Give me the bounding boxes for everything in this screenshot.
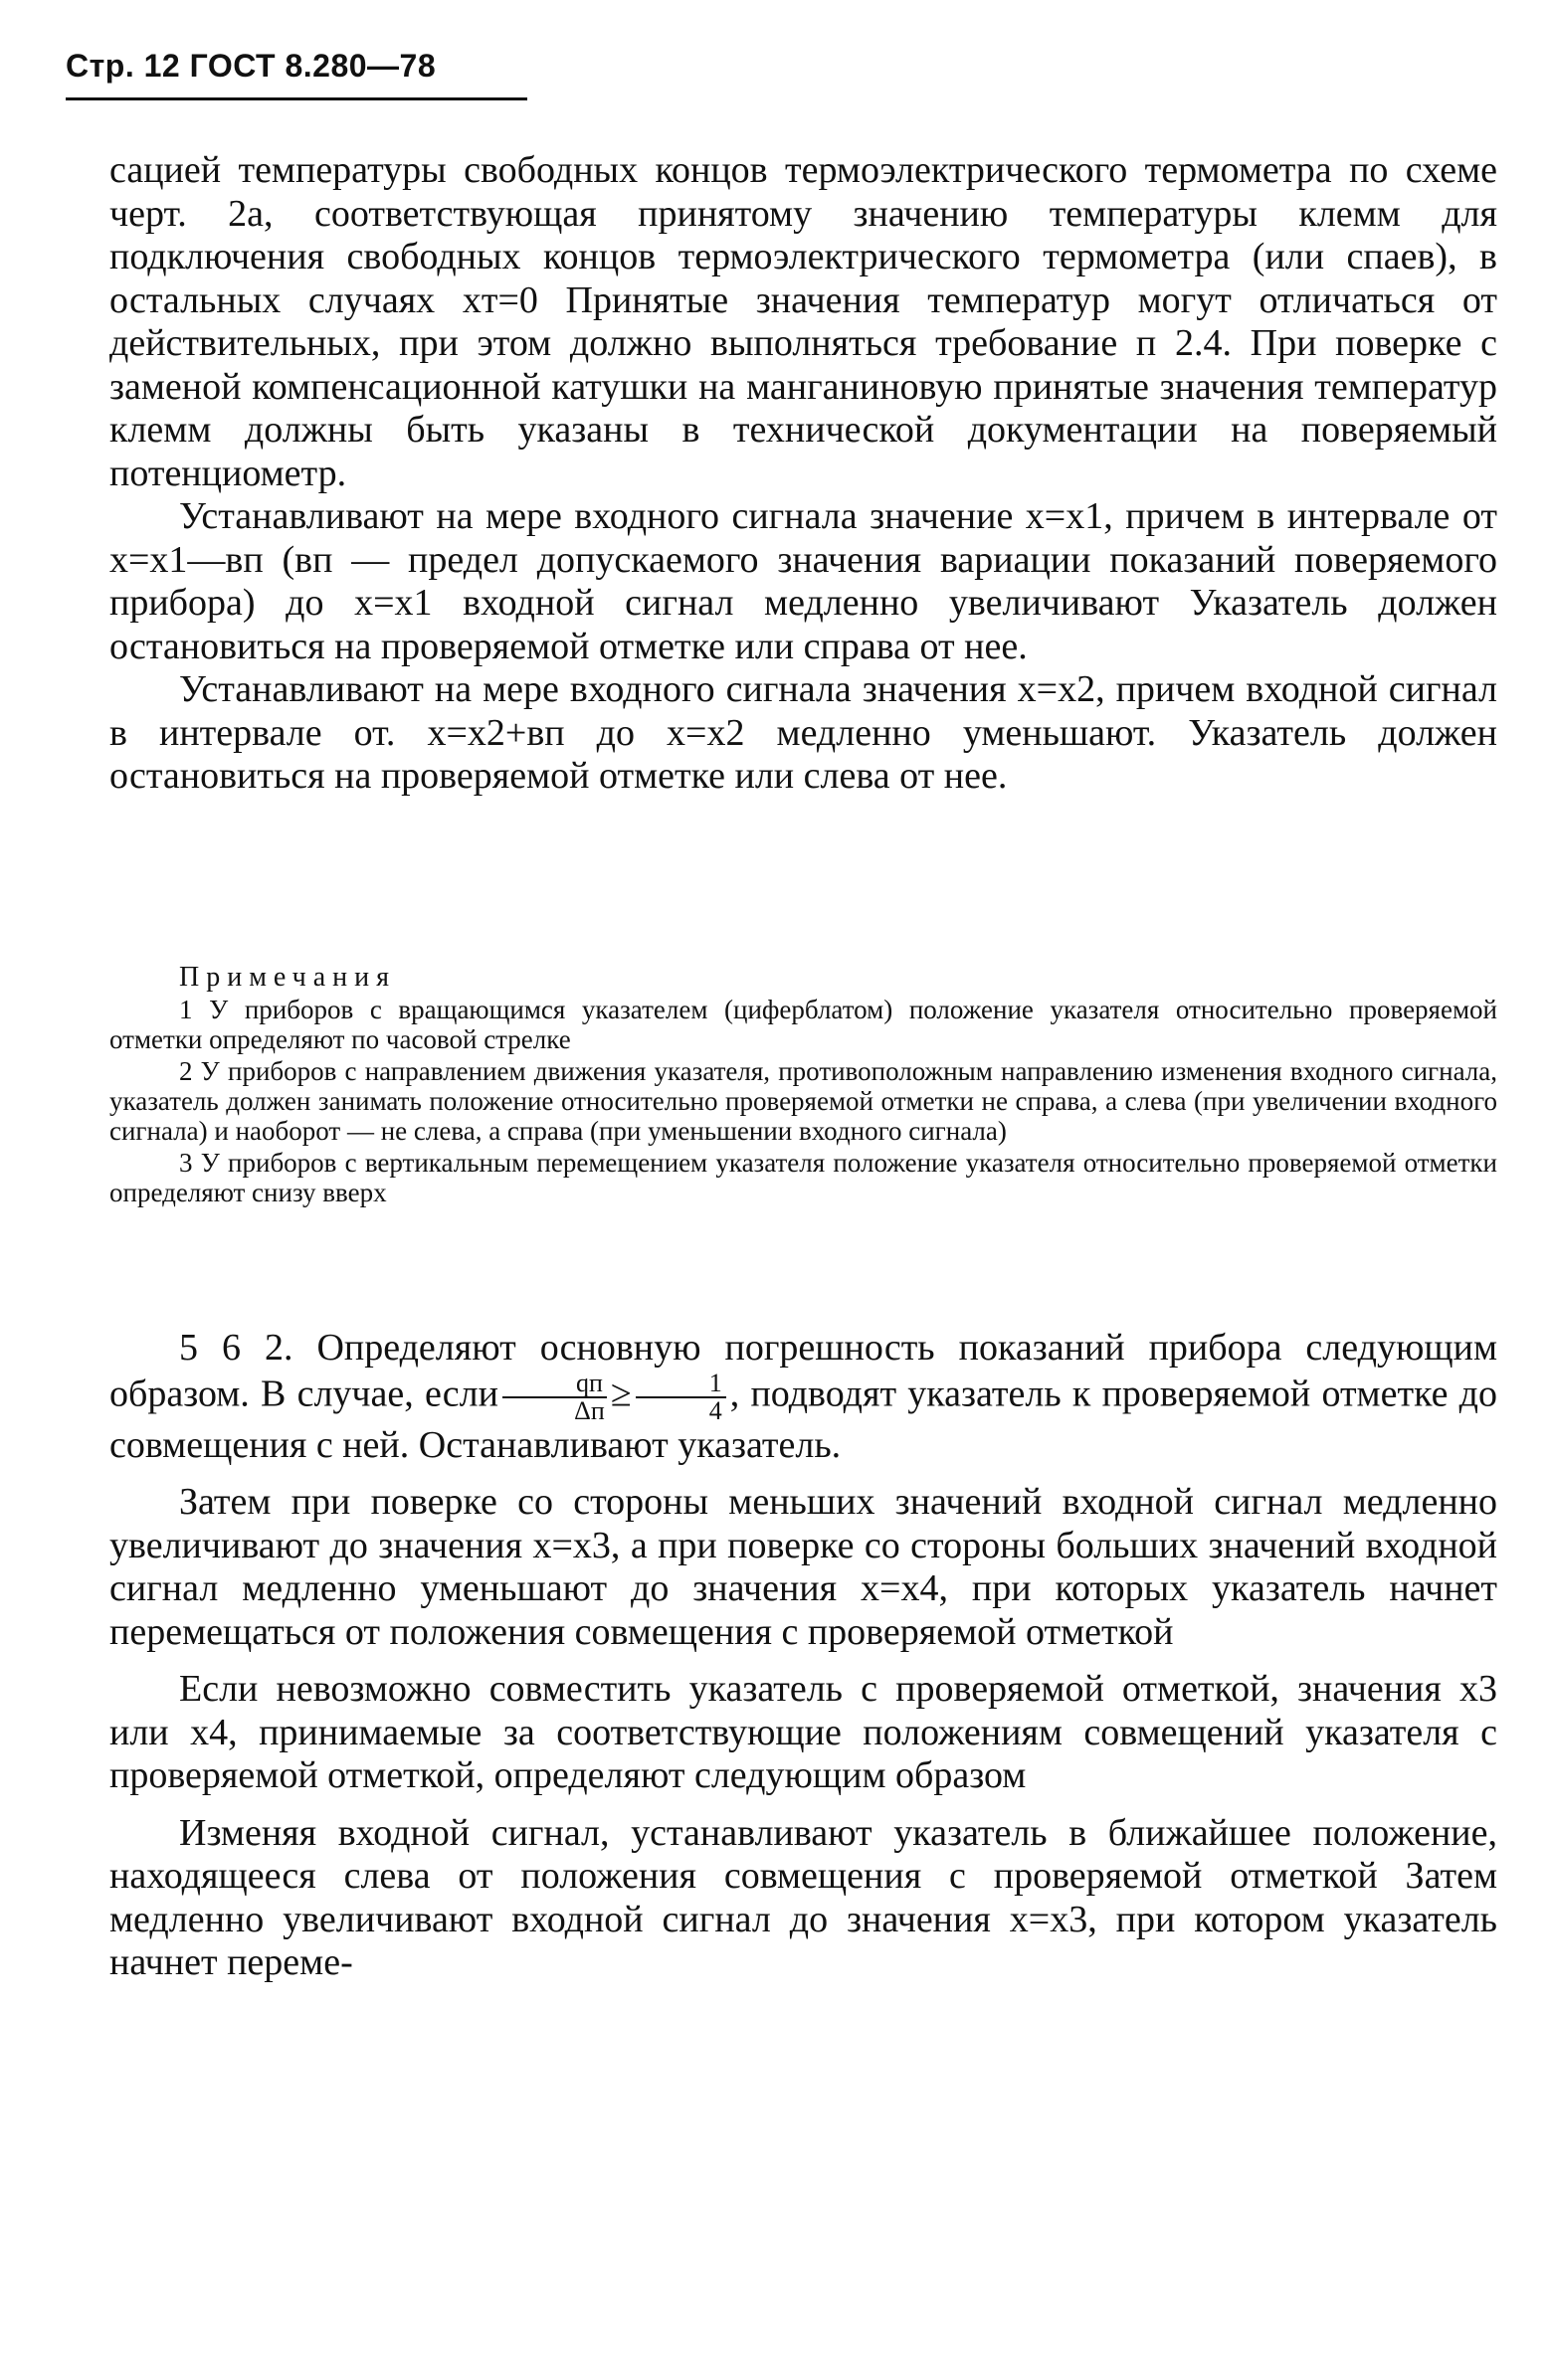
fraction-2-numerator: 1 (636, 1371, 726, 1398)
section-continued-text (109, 149, 1497, 799)
notes-block (109, 963, 1497, 1209)
note-2: 2 У приборов с направлением движения указателя, противоположным направлению изменения входного сигнала, указатель должен занимать положение относительно проверяемой отметки не справа, а слева (при увеличении входного сигнала) и наоборот — не слева, а справа (при уменьшении входного сигнала) (109, 1056, 1497, 1146)
clause-5-6-2 (109, 1327, 1497, 1985)
fraction-1-denominator: Δп (574, 1395, 605, 1425)
fraction-one-quarter (636, 1368, 726, 1425)
note-1: 1 У приборов с вращающимся указателем (циферблатом) положение указателя относительно проверяемой отметки определяют по часовой стрелке (109, 995, 1497, 1054)
paragraph-4-end: , подводят указатель к проверяемой отметке до совмещения с ней. Останавливают указатель. (109, 1373, 1497, 1466)
fraction-q-over-delta (502, 1368, 607, 1425)
paragraph-3: Устанавливают на мере входного сигнала значения x=x2, причем входной сигнал в интервале от. x=x2+вп до x=x2 медленно уменьшают. Указатель должен остановиться на проверяемой отметке или слева от нее. (109, 668, 1497, 797)
notes-title: Примечания (179, 962, 397, 993)
paragraph-6: Если невозможно совместить указатель с проверяемой отметкой, значения x3 или x4, принимаемые за соответствующие положениям совмещений указателя с проверяемой отметкой, определяют следующим образом (109, 1668, 1497, 1796)
paragraph-4 (109, 1327, 1497, 1467)
paragraph-2: Устанавливают на мере входного сигнала значение x=x1, причем в интервале от x=x1—вп (вп — предел допускаемого значения вариации показаний поверяемого прибора) до x=x1 входной сигнал медленно увеличивают Указатель должен остановиться на проверяемой отметке или справа от нее. (109, 495, 1497, 667)
paragraph-4-start: 5 6 2. Определяют основную погрешность показаний прибора следующим образом. В случае, если (109, 1327, 1497, 1415)
page-header: Стр. 12 ГОСТ 8.280—78 (66, 48, 437, 84)
fraction-1-numerator: qп (502, 1371, 607, 1398)
header-rule (66, 97, 527, 100)
paragraph-1: сацией температуры свободных концов термоэлектрического термометра по схеме черт. 2а, соответствующая принятому значению температуры клемм для подключения свободных концов термоэлектрического термометра (или спаев), в остальных случаях xт=0 Принятые значения температур могут отличаться от действительных, при этом должно выполняться требование п 2.4. При поверке с заменой компенсационной катушки на манганиновую принятые значения температур клемм должны быть указаны в технической документации на поверяемый потенциометр. (109, 149, 1497, 494)
paragraph-5: Затем при поверке со стороны меньших значений входной сигнал медленно увеличивают до значения x=x3, а при поверке со стороны больших значений входной сигнал медленно уменьшают до значения x=x4, при которых указатель начнет перемещаться от положения совмещения с проверяемой отметкой (109, 1481, 1497, 1653)
geq-sign: ≥ (610, 1373, 632, 1415)
paragraph-7: Изменяя входной сигнал, устанавливают указатель в ближайшее положение, находящееся слева от положения совмещения с проверяемой отметкой Затем медленно увеличивают входной сигнал до значения x=x3, при котором указатель начнет переме- (109, 1811, 1497, 1983)
fraction-2-denominator: 4 (708, 1395, 722, 1425)
note-3: 3 У приборов с вертикальным перемещением указателя положение указателя относительно проверяемой отметки определяют снизу вверх (109, 1148, 1497, 1207)
